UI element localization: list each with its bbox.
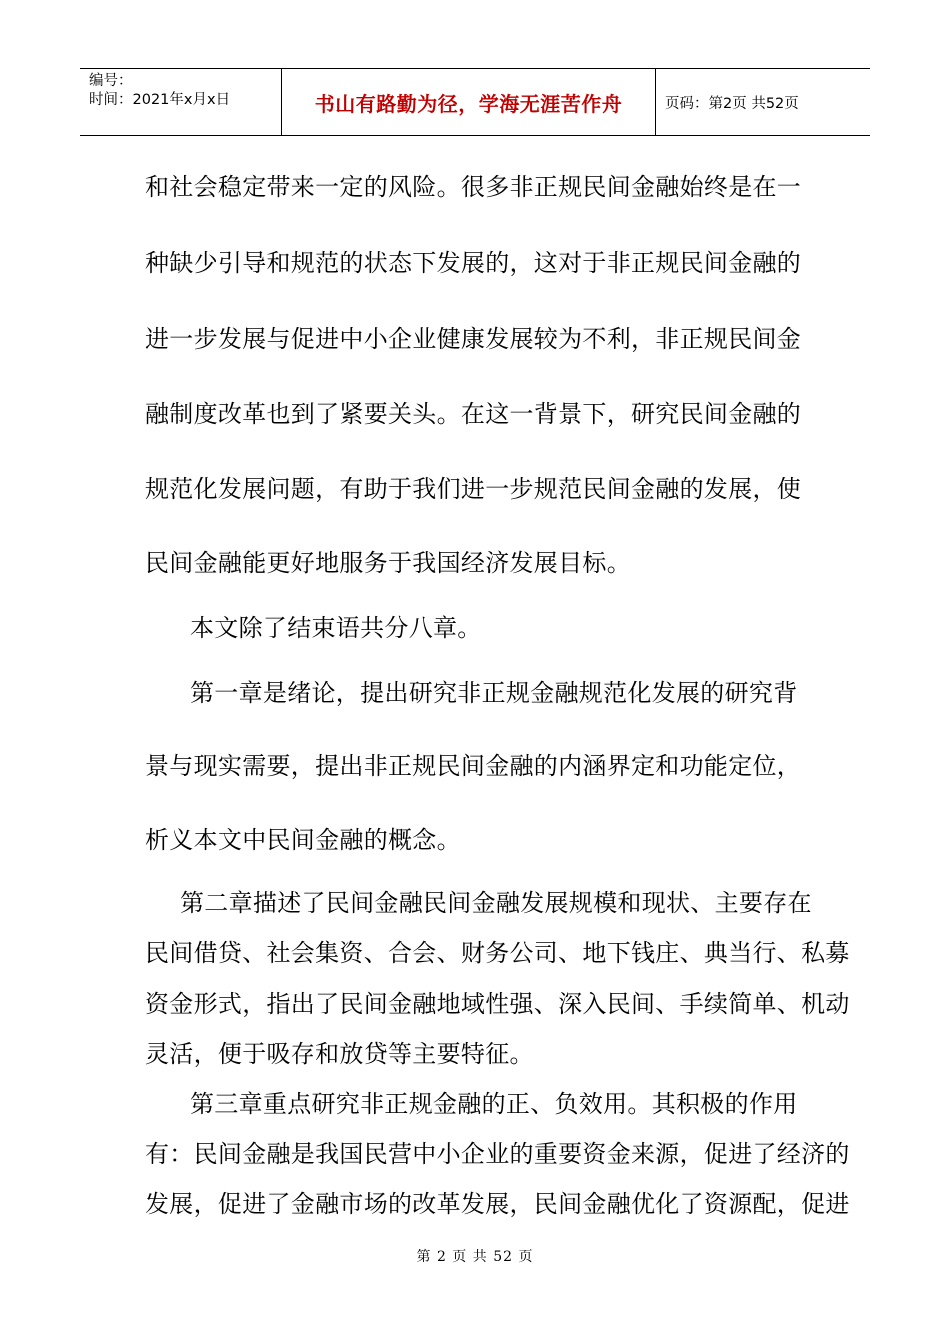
body-line: 有：民间金融是我国民营中小企业的重要资金来源，促进了经济的: [145, 1140, 850, 1168]
header-motto: 书山有路勤为径，学海无涯苦作舟: [282, 69, 656, 135]
page-footer: 第 2 页 共 52 页: [416, 1249, 534, 1265]
body-line: 第二章描述了民间金融民间金融发展规模和现状、主要存在: [180, 889, 812, 917]
body-line: 发展，促进了金融市场的改革发展，民间金融优化了资源配，促进: [145, 1190, 850, 1218]
document-time-label: 时间：2021年x月x日: [89, 92, 231, 108]
body-line: 和社会稳定带来一定的风险。很多非正规民间金融始终是在一: [145, 173, 802, 201]
header-meta: [80, 69, 282, 135]
page-header: [80, 68, 870, 136]
document-number-label: 编号：: [89, 73, 133, 89]
body-line: 规范化发展问题，有助于我们进一步规范民间金融的发展，使: [145, 475, 802, 503]
body-line: 融制度改革也到了紧要关头。在这一背景下，研究民间金融的: [145, 400, 802, 428]
body-line: 民间借贷、社会集资、合会、财务公司、地下钱庄、典当行、私募: [145, 939, 850, 967]
body-line: 第一章是绪论，提出研究非正规金融规范化发展的研究背: [190, 679, 798, 707]
body-line: 第三章重点研究非正规金融的正、负效用。其积极的作用: [190, 1090, 798, 1118]
body-line: 资金形式，指出了民间金融地域性强、深入民间、手续简单、机动: [145, 990, 850, 1018]
body-line: 本文除了结束语共分八章。: [190, 614, 482, 642]
body-line: 进一步发展与促进中小企业健康发展较为不利，非正规民间金: [145, 325, 802, 353]
body-line: 民间金融能更好地服务于我国经济发展目标。: [145, 549, 631, 577]
body-line: 景与现实需要，提出非正规民间金融的内涵界定和功能定位，: [145, 752, 802, 780]
body-line: 析义本文中民间金融的概念。: [145, 826, 461, 854]
body-line: 种缺少引导和规范的状态下发展的，这对于非正规民间金融的: [145, 249, 802, 277]
header-page-number: 页码：第2页 共52页: [665, 95, 799, 112]
body-line: 灵活，便于吸存和放贷等主要特征。: [145, 1040, 534, 1068]
